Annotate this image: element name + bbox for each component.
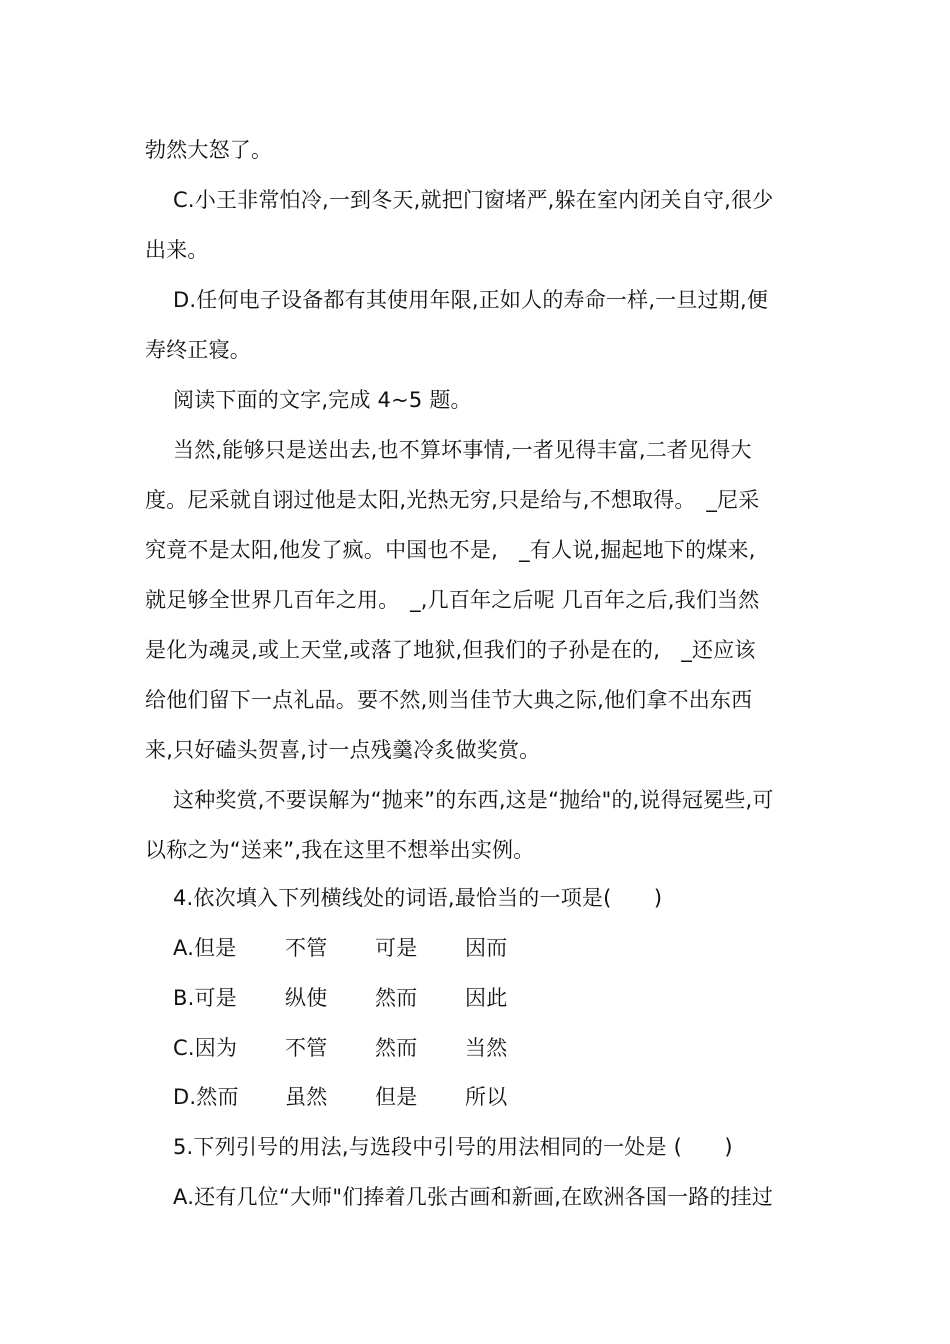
passage-line: 来,只好磕头贺喜,讨一点残羹冷炙做奖赏。 bbox=[145, 738, 541, 762]
passage-line: 是化为魂灵,或上天堂,或落了地狱,但我们的子孙是在的, _还应该 bbox=[145, 638, 756, 662]
option-word: 不管 bbox=[285, 936, 328, 960]
text-line: 勃然大怒了。 bbox=[145, 138, 273, 162]
option-label: A.但是 bbox=[173, 936, 237, 960]
q4-option-d bbox=[173, 1083, 843, 1111]
option-word: 所以 bbox=[465, 1085, 508, 1109]
option-label: C.因为 bbox=[173, 1036, 238, 1060]
option-word: 因而 bbox=[465, 936, 508, 960]
passage-line: 这种奖赏,不要误解为“抛来”的东西,这是“抛给"的,说得冠冕些,可 bbox=[173, 788, 774, 812]
q4-option-c bbox=[173, 1034, 843, 1062]
option-label: D.然而 bbox=[173, 1085, 239, 1109]
passage-line: 当然,能够只是送出去,也不算坏事情,一者见得丰富,二者见得大 bbox=[173, 438, 752, 462]
option-word: 然而 bbox=[375, 986, 418, 1010]
option-word: 当然 bbox=[465, 1036, 508, 1060]
text-line: 出来。 bbox=[145, 238, 209, 262]
option-word: 然而 bbox=[375, 1036, 418, 1060]
passage-line: 给他们留下一点礼品。要不然,则当佳节大典之际,他们拿不出东西 bbox=[145, 688, 753, 712]
option-word: 纵使 bbox=[285, 986, 328, 1010]
q5-option-a: A.还有几位“大师"们捧着几张古画和新画,在欧洲各国一路的挂过 bbox=[173, 1185, 774, 1209]
option-label: B.可是 bbox=[173, 986, 237, 1010]
option-word: 因此 bbox=[465, 986, 508, 1010]
reading-instruction: 阅读下面的文字,完成 4~5 题。 bbox=[173, 388, 472, 412]
passage-line: 度。尼采就自诩过他是太阳,光热无穷,只是给与,不想取得。 _尼采 bbox=[145, 488, 760, 512]
option-word: 虽然 bbox=[285, 1085, 328, 1109]
option-word: 可是 bbox=[375, 936, 418, 960]
q4-option-b bbox=[173, 984, 843, 1012]
option-d-line: D.任何电子设备都有其使用年限,正如人的寿命一样,一旦过期,便 bbox=[173, 288, 769, 312]
passage-line: 究竟不是太阳,他发了疯。中国也不是, _有人说,掘起地下的煤来, bbox=[145, 538, 756, 562]
question-5: 5.下列引号的用法,与选段中引号的用法相同的一处是 ( ) bbox=[173, 1135, 733, 1159]
option-c-line: C.小王非常怕冷,一到冬天,就把门窗堵严,躲在室内闭关自守,很少 bbox=[173, 188, 774, 212]
question-4: 4.依次填入下列横线处的词语,最恰当的一项是( ) bbox=[173, 886, 663, 910]
passage-line: 以称之为“送来”,我在这里不想举出实例。 bbox=[145, 838, 535, 862]
text-line: 寿终正寝。 bbox=[145, 338, 251, 362]
q4-option-a bbox=[173, 934, 843, 962]
option-word: 不管 bbox=[285, 1036, 328, 1060]
passage-line: 就足够全世界几百年之用。 _,几百年之后呢 几百年之后,我们当然 bbox=[145, 588, 760, 612]
option-word: 但是 bbox=[375, 1085, 418, 1109]
